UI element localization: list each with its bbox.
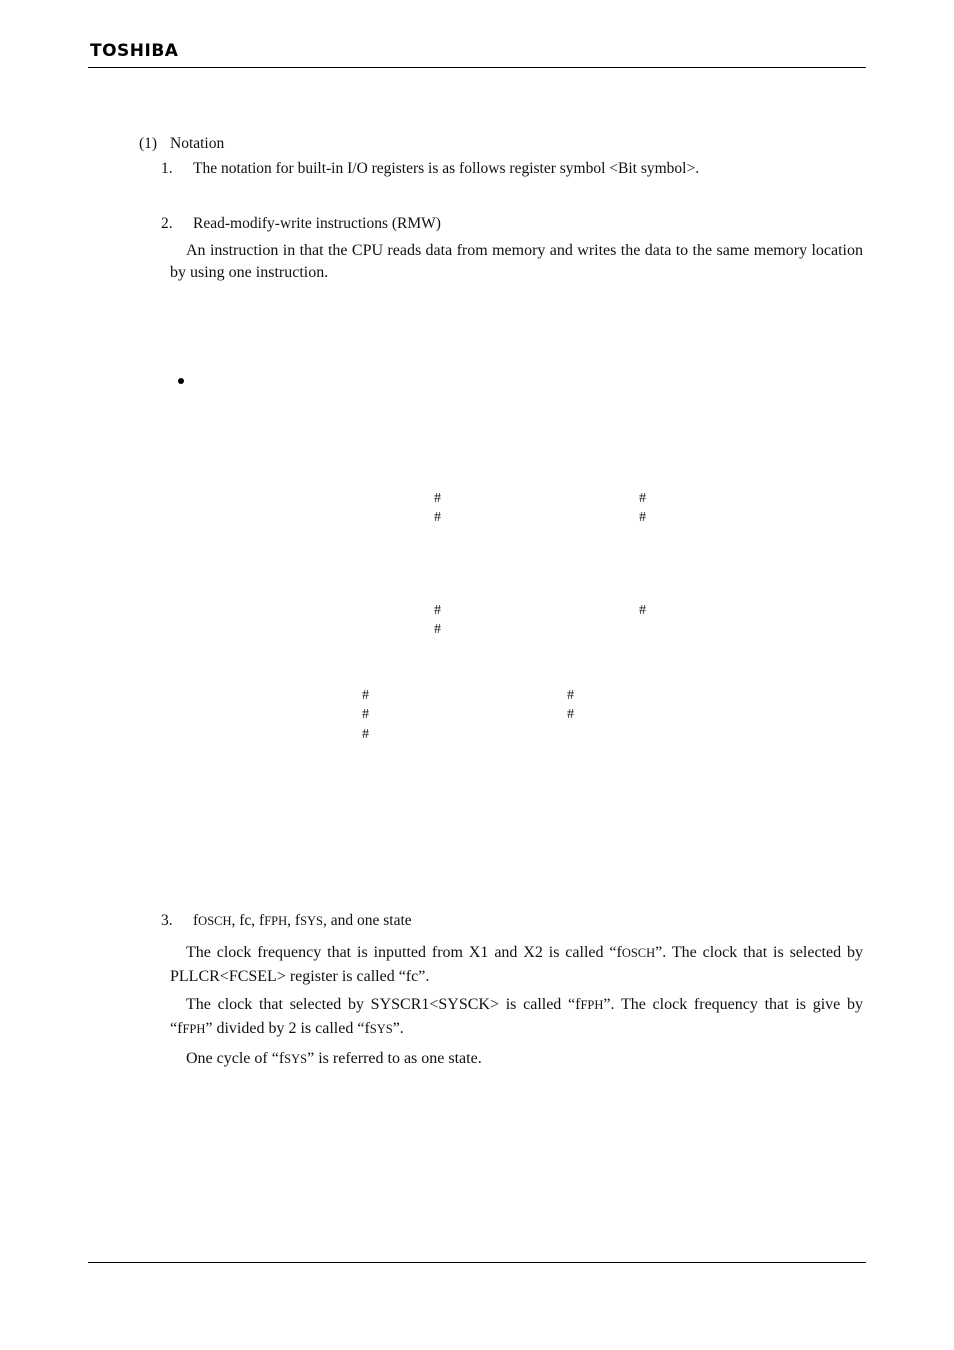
item2-title: Read-modify-write instructions (RMW) <box>193 215 441 232</box>
hash-mark: # <box>639 603 646 618</box>
item1-number: 1. <box>161 160 173 177</box>
bullet-point <box>178 378 184 384</box>
hash-mark: # <box>639 491 646 506</box>
item2-paragraph: An instruction in that the CPU reads data from memory and writes the data to the same memory location by using one instruction. <box>170 242 863 281</box>
hash-mark: # <box>567 688 574 703</box>
section-number: (1) <box>139 135 158 152</box>
item2-number: 2. <box>161 215 173 232</box>
toshiba-logo: TOSHIBA <box>90 41 179 61</box>
section-title: Notation <box>170 135 225 152</box>
header-rule <box>88 67 866 68</box>
hash-mark: # <box>362 688 369 703</box>
hash-mark: # <box>434 622 441 637</box>
footer-rule <box>88 1262 866 1263</box>
hash-mark: # <box>362 727 369 742</box>
item3-paragraph-2: The clock that selected by SYSCR1<SYSCK> is called “fFPH”. The clock frequency that is give by “fFPH” divided by 2 is called “fSYS”. <box>170 996 863 1037</box>
hash-mark: # <box>639 510 646 525</box>
hash-mark: # <box>362 707 369 722</box>
item3-number: 3. <box>161 912 173 929</box>
hash-mark: # <box>434 491 441 506</box>
item3-paragraph-1: The clock frequency that is inputted from X1 and X2 is called “fOSCH”. The clock that is selected by PLLCR<FCSEL> register is called “fc”. <box>170 944 863 985</box>
hash-mark: # <box>434 510 441 525</box>
item3-title: fOSCH, fc, fFPH, fSYS, and one state <box>193 912 412 929</box>
item1-text: The notation for built-in I/O registers is as follows register symbol <Bit symbol>. <box>193 160 700 177</box>
hash-mark: # <box>434 603 441 618</box>
hash-mark: # <box>567 707 574 722</box>
item3-paragraph-3: One cycle of “fSYS” is referred to as one state. <box>186 1050 482 1067</box>
